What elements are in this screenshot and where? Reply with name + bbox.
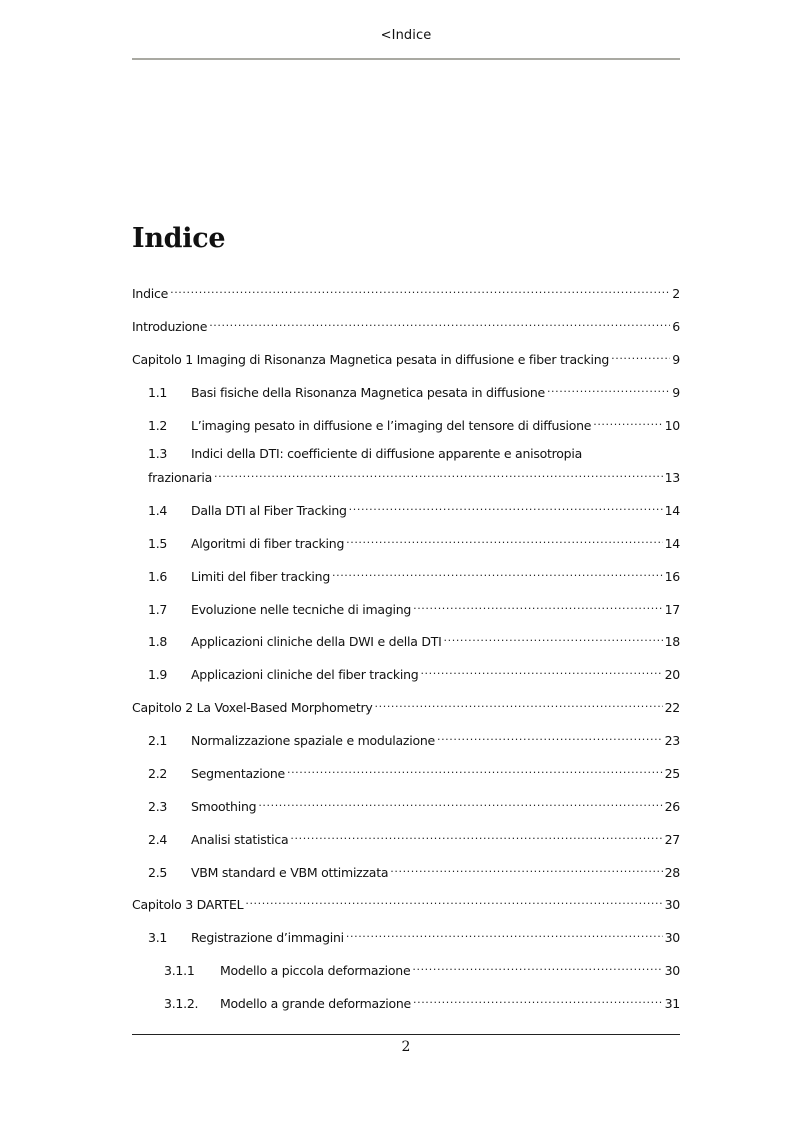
toc-entry-label: Applicazioni cliniche del fiber tracking	[191, 667, 419, 682]
toc-entry-label: Indici della DTI: coefficiente di diffusione apparente e anisotropia	[191, 446, 583, 461]
toc-entry-number: 2.3	[148, 799, 168, 814]
running-header: <Indice	[380, 28, 432, 43]
toc-entry-number: 2.4	[148, 832, 168, 847]
toc-entry-label: Dalla DTI al Fiber Tracking	[191, 503, 347, 518]
toc-entry-page: 13	[664, 470, 680, 485]
toc-entry-3-1-2[interactable]	[164, 990, 680, 1011]
toc-entry-1-8[interactable]	[148, 628, 680, 649]
toc-entry-1-9[interactable]	[148, 661, 680, 682]
dot-leader	[245, 891, 662, 909]
dot-leader	[412, 957, 662, 975]
dot-leader	[290, 826, 662, 844]
dot-leader	[390, 859, 662, 877]
toc-entry-number: 3.1	[148, 930, 168, 945]
toc-entry-label: Modello a grande deformazione	[220, 996, 411, 1011]
toc-entry-page: 26	[664, 799, 680, 814]
toc-entry-number: 1.5	[148, 536, 168, 551]
toc-entry-introduzione[interactable]	[132, 313, 680, 334]
toc-entry-page: 16	[664, 569, 680, 584]
toc-entry-label: Normalizzazione spaziale e modulazione	[191, 733, 435, 748]
toc-entry-label: Segmentazione	[191, 766, 285, 781]
toc-entry-page: 31	[664, 996, 680, 1011]
toc-entry-label: Applicazioni cliniche della DWI e della DTI	[191, 634, 442, 649]
toc-entry-2-1[interactable]	[148, 727, 680, 748]
toc-entry-number: 3.1.2.	[164, 996, 199, 1011]
toc-entry-1-3-line2[interactable]	[148, 464, 680, 485]
toc-entry-label: L’imaging pesato in diffusione e l’imaging del tensore di diffusione	[191, 418, 592, 433]
toc-entry-2-3[interactable]	[148, 793, 680, 814]
toc-entry-label: Capitolo 2 La Voxel-Based Morphometry	[132, 700, 373, 715]
toc-entry-2-4[interactable]	[148, 826, 680, 847]
dot-leader	[346, 924, 663, 942]
toc-entry-label: Smoothing	[191, 799, 257, 814]
toc-entry-2-2[interactable]	[148, 760, 680, 781]
toc-entry-number: 1.7	[148, 602, 168, 617]
toc-entry-label: frazionaria	[148, 470, 212, 485]
dot-leader	[170, 280, 670, 298]
toc-entry-page: 17	[664, 602, 680, 617]
toc-entry-number: 1.6	[148, 569, 168, 584]
toc-entry-1-2[interactable]	[148, 412, 680, 433]
toc-entry-page: 14	[664, 536, 680, 551]
toc-entry-page: 2	[672, 286, 680, 301]
toc-entry-page: 22	[664, 700, 680, 715]
toc-entry-label: Limiti del fiber tracking	[191, 569, 331, 584]
toc-entry-1-7[interactable]	[148, 596, 680, 617]
toc-entry-number: 1.2	[148, 418, 168, 433]
dot-leader	[437, 727, 663, 745]
dot-leader	[258, 793, 662, 811]
toc-entry-1-3-line1[interactable]	[148, 445, 582, 463]
toc-entry-page: 25	[664, 766, 680, 781]
toc-entry-page: 18	[664, 634, 680, 649]
table-of-contents	[132, 0, 680, 1122]
toc-entry-number: 2.1	[148, 733, 168, 748]
toc-entry-page: 14	[664, 503, 680, 518]
dot-leader	[593, 412, 662, 430]
dot-leader	[346, 530, 662, 548]
toc-entry-page: 9	[672, 352, 680, 367]
footer-rule	[132, 1034, 680, 1035]
toc-entry-3-1[interactable]	[148, 924, 680, 945]
toc-entry-label: Modello a piccola deformazione	[220, 963, 411, 978]
toc-entry-3-1-1[interactable]	[164, 957, 680, 978]
toc-entry-1-6[interactable]	[148, 563, 680, 584]
toc-entry-page: 20	[664, 667, 680, 682]
toc-entry-number: 2.2	[148, 766, 168, 781]
toc-entry-number: 1.4	[148, 503, 168, 518]
toc-entry-capitolo-3[interactable]	[132, 891, 680, 912]
toc-entry-number: 1.8	[148, 634, 168, 649]
toc-entry-label: Registrazione d’immagini	[191, 930, 344, 945]
dot-leader	[332, 563, 663, 581]
toc-entry-label: Introduzione	[132, 319, 208, 334]
toc-entry-page: 30	[664, 963, 680, 978]
toc-entry-label: Capitolo 1 Imaging di Risonanza Magnetica pesata in diffusione e fiber tracking	[132, 352, 610, 367]
toc-entry-page: 27	[664, 832, 680, 847]
toc-entry-page: 9	[672, 385, 680, 400]
toc-entry-label: Capitolo 3 DARTEL	[132, 897, 244, 912]
dot-leader	[375, 694, 663, 712]
dot-leader	[420, 661, 662, 679]
toc-entry-page: 23	[664, 733, 680, 748]
toc-entry-page: 28	[664, 865, 680, 880]
toc-entry-label: VBM standard e VBM ottimizzata	[191, 865, 389, 880]
toc-entry-1-4[interactable]	[148, 497, 680, 518]
toc-entry-number: 3.1.1	[164, 963, 195, 978]
toc-entry-capitolo-2[interactable]	[132, 694, 680, 715]
dot-leader	[214, 464, 663, 482]
toc-entry-number: 2.5	[148, 865, 168, 880]
dot-leader	[287, 760, 663, 778]
page-title: Indice	[132, 223, 226, 254]
dot-leader	[547, 379, 670, 397]
toc-entry-2-5[interactable]	[148, 859, 680, 880]
toc-entry-number: 1.9	[148, 667, 168, 682]
toc-entry-page: 10	[664, 418, 680, 433]
dot-leader	[413, 990, 663, 1008]
toc-entry-indice[interactable]	[132, 280, 680, 301]
dot-leader	[444, 628, 663, 646]
toc-entry-label: Basi fisiche della Risonanza Magnetica pesata in diffusione	[191, 385, 545, 400]
toc-entry-label: Indice	[132, 286, 169, 301]
dot-leader	[349, 497, 663, 515]
toc-entry-page: 30	[664, 897, 680, 912]
toc-entry-1-1[interactable]	[148, 379, 680, 400]
toc-entry-capitolo-1[interactable]	[132, 346, 680, 367]
toc-entry-page: 6	[672, 319, 680, 334]
dot-leader	[209, 313, 670, 331]
toc-entry-number: 1.3	[148, 446, 168, 461]
toc-entry-1-5[interactable]	[148, 530, 680, 551]
toc-entry-number: 1.1	[148, 385, 168, 400]
page-number: 2	[401, 1039, 411, 1055]
toc-entry-label: Evoluzione nelle tecniche di imaging	[191, 602, 412, 617]
dot-leader	[413, 596, 662, 614]
toc-entry-label: Analisi statistica	[191, 832, 289, 847]
toc-entry-page: 30	[664, 930, 680, 945]
toc-entry-label: Algoritmi di fiber tracking	[191, 536, 345, 551]
dot-leader	[611, 346, 670, 364]
